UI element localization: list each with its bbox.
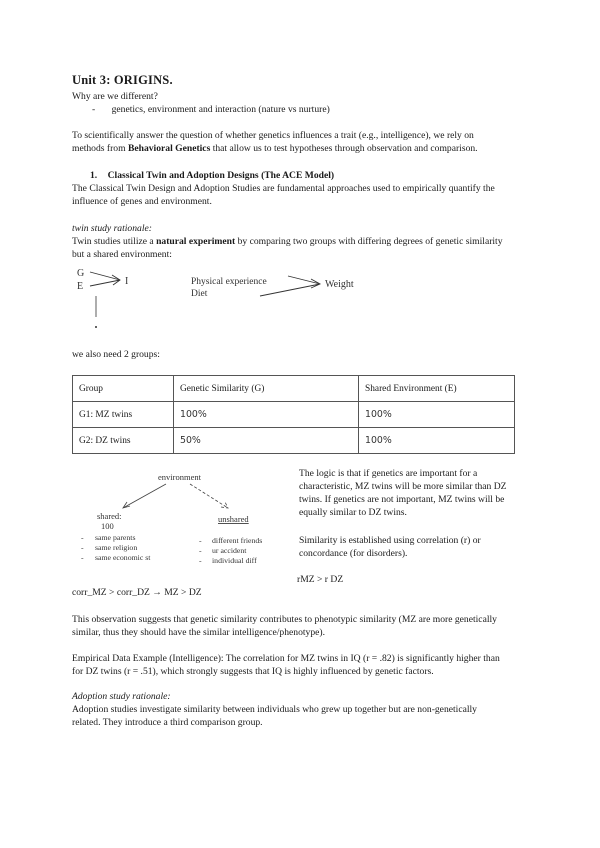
adoption-line-2: related. They introduce a third comparison group.	[72, 717, 263, 728]
logic-line-4: equally similar to DZ twins.	[299, 507, 407, 518]
logic-line-1: The logic is that if genetics are important for a	[299, 468, 478, 479]
logic-line-5: Similarity is established using correlation (r) or	[299, 535, 481, 546]
section-number: 1.	[90, 170, 98, 181]
sketch-arrow-2	[260, 276, 320, 296]
table-cell: 100%	[174, 402, 359, 428]
twin-bold-term: natural experiment	[156, 236, 236, 247]
observation-line-2: similar, thus they should have the similar intelligence/phenotype).	[72, 627, 325, 638]
intro-line-1: To scientifically answer the question of whether genetics influences a trait (e.g., intelligence), we rely on	[72, 130, 474, 141]
sketch-arrow-left	[123, 484, 166, 508]
sketch-shared-value: 100	[101, 521, 114, 531]
section1-line-2: influence of genes and environment.	[72, 196, 212, 207]
section1-line-1: The Classical Twin Design and Adoption Studies are fundamental approaches used to empirically quantify the	[72, 183, 495, 194]
table-header-cell: Shared Environment (E)	[359, 376, 515, 402]
table-cell: G1: MZ twins	[73, 402, 174, 428]
table-row	[73, 428, 515, 454]
table-cell: 50%	[174, 428, 359, 454]
bullet-dash: -	[92, 104, 96, 115]
intro-line-2	[72, 142, 478, 155]
twin-text-end: by comparing two groups with differing degrees of genetic similarity	[235, 236, 503, 247]
intro-text: methods from	[72, 143, 128, 154]
logic-line-3: twins. If genetics are not important, MZ twins will be	[299, 494, 505, 505]
sketch-shared-item: same religion	[95, 543, 138, 552]
sketch-shared-label: shared:	[97, 511, 122, 521]
sketch-gene-env-diagram	[70, 262, 370, 334]
intro-bold-term: Behavioral Genetics	[127, 143, 211, 154]
sketch-i-label: I	[125, 276, 129, 287]
empirical-line-2: for DZ twins (r = .51), which strongly suggests that IQ is highly influenced by genetic factors.	[72, 666, 434, 677]
subtitle: Why are we different?	[72, 91, 158, 102]
sketch-e-label: E	[77, 281, 84, 292]
sketch-unshared-item: -	[199, 546, 202, 555]
sketch-shared-item: same parents	[95, 533, 136, 542]
sketch-shared-item: -	[81, 533, 84, 542]
sketch-arrow-right	[190, 484, 228, 508]
logic-line-2: characteristic, MZ twins will be more similar than DZ	[299, 481, 507, 492]
logic-line-6: concordance (for disorders).	[299, 548, 408, 559]
sketch-environment-tree	[78, 466, 288, 574]
sketch-shared-item: -	[81, 543, 84, 552]
sketch-arrow-1	[90, 272, 120, 286]
sketch-unshared-label: unshared	[218, 514, 249, 524]
sketch-unshared-item: individual diff	[212, 556, 257, 565]
twin-line-2: but a shared environment:	[72, 249, 172, 260]
twin-text: Twin studies utilize a	[72, 236, 157, 247]
sketch-environment-label: environment	[158, 472, 201, 482]
adoption-line-1: Adoption studies investigate similarity between individuals who grew up together but are non-genetically	[72, 704, 477, 715]
sketch-unshared-item: different friends	[212, 536, 263, 545]
page-title: Unit 3: ORIGINS.	[72, 73, 173, 87]
sketch-unshared-item: -	[199, 536, 202, 545]
table-cell: 100%	[359, 428, 515, 454]
twin-heading: twin study rationale:	[72, 223, 152, 234]
sketch-unshared-item: -	[199, 556, 202, 565]
sketch-dot	[95, 326, 97, 328]
groups-intro: we also need 2 groups:	[72, 349, 160, 360]
section-heading	[90, 169, 334, 182]
bullet-text: genetics, environment and interaction (nature vs nurture)	[111, 104, 330, 115]
section-heading-text: Classical Twin and Adoption Designs (The ACE Model)	[107, 170, 335, 181]
sketch-weight-label: Weight	[325, 279, 354, 290]
bullet-item	[92, 103, 330, 116]
groups-table	[72, 375, 515, 454]
sketch-unshared-item: ur accident	[212, 546, 247, 555]
sketch-g-label: G	[77, 268, 85, 279]
sketch-diet-label: Diet	[191, 289, 208, 299]
table-cell: G2: DZ twins	[73, 428, 174, 454]
rmz-formula: rMZ > r DZ	[297, 574, 344, 585]
corr-formula: corr_MZ > corr_DZ → MZ > DZ	[72, 587, 202, 598]
sketch-shared-item: same economic st	[95, 553, 151, 562]
table-header-cell: Group	[73, 376, 174, 402]
observation-line-1: This observation suggests that genetic similarity contributes to phenotypic similarity (MZ are more genetically	[72, 614, 497, 625]
adoption-heading: Adoption study rationale:	[72, 691, 171, 702]
empirical-line-1: Empirical Data Example (Intelligence): The correlation for MZ twins in IQ (r = .82) is significantly higher than	[72, 653, 500, 664]
table-header-cell: Genetic Similarity (G)	[174, 376, 359, 402]
table-cell: 100%	[359, 402, 515, 428]
twin-line-1	[72, 235, 503, 248]
table-header-row	[73, 376, 515, 402]
sketch-phys-label: Physical experience	[191, 277, 267, 287]
intro-text-end: that allow us to test hypotheses through observation and comparison.	[210, 143, 478, 154]
sketch-shared-item: -	[81, 553, 84, 562]
table-row	[73, 402, 515, 428]
